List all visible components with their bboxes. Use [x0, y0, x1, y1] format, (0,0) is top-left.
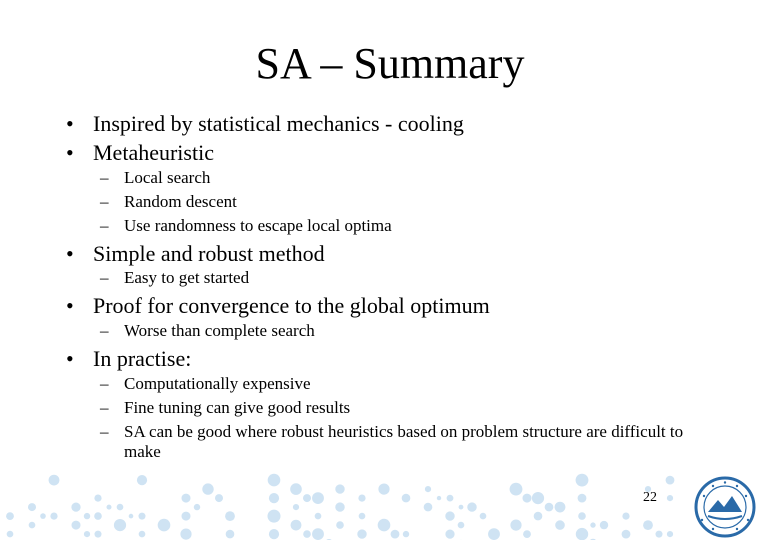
dash-icon: –	[100, 398, 109, 417]
pattern-dot	[269, 493, 279, 503]
pattern-dot	[29, 522, 36, 529]
pattern-dot	[576, 474, 589, 487]
pattern-dot	[532, 492, 544, 504]
pattern-dot	[182, 494, 191, 503]
pattern-dot	[359, 513, 366, 520]
pattern-dot	[578, 494, 587, 503]
pattern-dot	[117, 504, 124, 511]
pattern-dot	[107, 505, 112, 510]
bullet-text: Inspired by statistical mechanics - cooling	[93, 111, 464, 136]
pattern-dot	[84, 531, 90, 537]
pattern-dot	[137, 475, 147, 485]
pattern-dot	[458, 522, 465, 529]
sub-bullet-text: Use randomness to escape local optima	[124, 216, 392, 235]
sub-bullet-text: Local search	[124, 168, 211, 187]
dash-icon: –	[100, 192, 109, 211]
pattern-dot	[40, 513, 46, 519]
pattern-dot	[268, 474, 281, 487]
pattern-dot	[667, 531, 673, 537]
pattern-dot	[459, 505, 464, 510]
page-number: 22	[643, 490, 657, 505]
dash-icon: –	[100, 374, 109, 393]
pattern-dot	[555, 520, 565, 530]
pattern-dot	[622, 530, 631, 539]
dash-icon: –	[100, 321, 109, 340]
pattern-dot	[94, 495, 101, 502]
pattern-dot	[291, 520, 302, 531]
pattern-dot	[358, 495, 365, 502]
pattern-dot	[578, 512, 586, 520]
pattern-dot	[402, 494, 411, 503]
pattern-dot	[72, 521, 81, 530]
pattern-dot	[510, 520, 521, 531]
pattern-dot	[129, 514, 134, 519]
bullet-text: Simple and robust method	[93, 241, 325, 266]
pattern-dot	[139, 513, 146, 520]
pattern-dot	[158, 519, 171, 532]
bullet-icon: •	[66, 111, 74, 136]
pattern-dot	[139, 531, 146, 538]
pattern-dot	[622, 513, 629, 520]
pattern-dot	[488, 528, 500, 540]
pattern-dot	[467, 502, 476, 511]
pattern-dot	[336, 521, 344, 529]
university-logo-icon	[694, 476, 756, 538]
pattern-dot	[425, 486, 431, 492]
dash-icon: –	[100, 216, 109, 235]
pattern-dot	[303, 494, 311, 502]
pattern-dot	[315, 513, 322, 520]
pattern-dot	[269, 529, 279, 539]
blue-dot-pattern-icon	[0, 468, 700, 540]
pattern-dot	[312, 492, 324, 504]
bullet-icon: •	[66, 140, 74, 165]
slide-title: SA – Summary	[255, 39, 525, 88]
pattern-dot	[480, 513, 487, 520]
pattern-dot	[71, 503, 80, 512]
pattern-dot	[7, 531, 14, 538]
pattern-dot	[180, 529, 191, 540]
pattern-dot	[312, 528, 324, 540]
pattern-dot	[378, 519, 391, 532]
pattern-dot	[114, 519, 126, 531]
pattern-dot	[523, 530, 531, 538]
pattern-dot	[424, 503, 433, 512]
dash-icon: –	[100, 422, 109, 441]
pattern-dot	[378, 484, 389, 495]
pattern-dot	[293, 504, 299, 510]
pattern-dot	[84, 513, 90, 519]
pattern-dot	[202, 483, 213, 494]
pattern-dot	[534, 512, 543, 521]
pattern-dot	[437, 496, 441, 500]
pattern-dot	[666, 476, 675, 485]
pattern-dot	[335, 484, 344, 493]
pattern-dot	[268, 510, 281, 523]
bullet-text: In practise:	[93, 346, 192, 371]
pattern-dot	[50, 513, 57, 520]
pattern-dot	[28, 503, 36, 511]
pattern-dot	[182, 512, 191, 521]
bullet-text: Proof for convergence to the global optimum	[93, 293, 490, 318]
pattern-dot	[391, 530, 400, 539]
dash-icon: –	[100, 168, 109, 187]
pattern-dot	[590, 522, 595, 527]
pattern-dot	[215, 494, 223, 502]
pattern-dot	[523, 494, 532, 503]
pattern-dot	[403, 531, 409, 537]
pattern-dot	[226, 530, 235, 539]
bullet-icon: •	[66, 241, 74, 266]
sub-bullet-text: Random descent	[124, 192, 237, 211]
pattern-dot	[290, 483, 302, 495]
pattern-dot	[95, 531, 102, 538]
pattern-dot	[445, 530, 454, 539]
pattern-dot	[447, 495, 454, 502]
sub-bullet-text: Worse than complete search	[124, 321, 315, 340]
pattern-dot	[576, 528, 588, 540]
pattern-dot	[194, 504, 200, 510]
dash-icon: –	[100, 268, 109, 287]
sub-bullet-text: Computationally expensive	[124, 374, 311, 393]
pattern-dot	[545, 503, 554, 512]
pattern-dot	[6, 512, 14, 520]
pattern-dot	[510, 483, 523, 496]
pattern-dot	[49, 475, 60, 486]
bullet-icon: •	[66, 346, 74, 371]
pattern-dot	[335, 502, 344, 511]
pattern-dot	[656, 531, 663, 538]
pattern-dot	[445, 511, 454, 520]
pattern-dot	[357, 529, 366, 538]
pattern-dot	[225, 511, 235, 521]
bullet-icon: •	[66, 293, 74, 318]
sub-bullet-text: Easy to get started	[124, 268, 250, 287]
pattern-dot	[555, 502, 566, 513]
pattern-dot	[303, 530, 311, 538]
sub-bullet-text: Fine tuning can give good results	[124, 398, 351, 417]
bullet-text: Metaheuristic	[93, 140, 214, 165]
pattern-dot	[643, 520, 653, 530]
pattern-dot	[600, 521, 608, 529]
pattern-dot	[94, 512, 102, 520]
sub-bullet-text: SA can be good where robust heuristics based on problem structure are difficult to make	[124, 422, 684, 461]
